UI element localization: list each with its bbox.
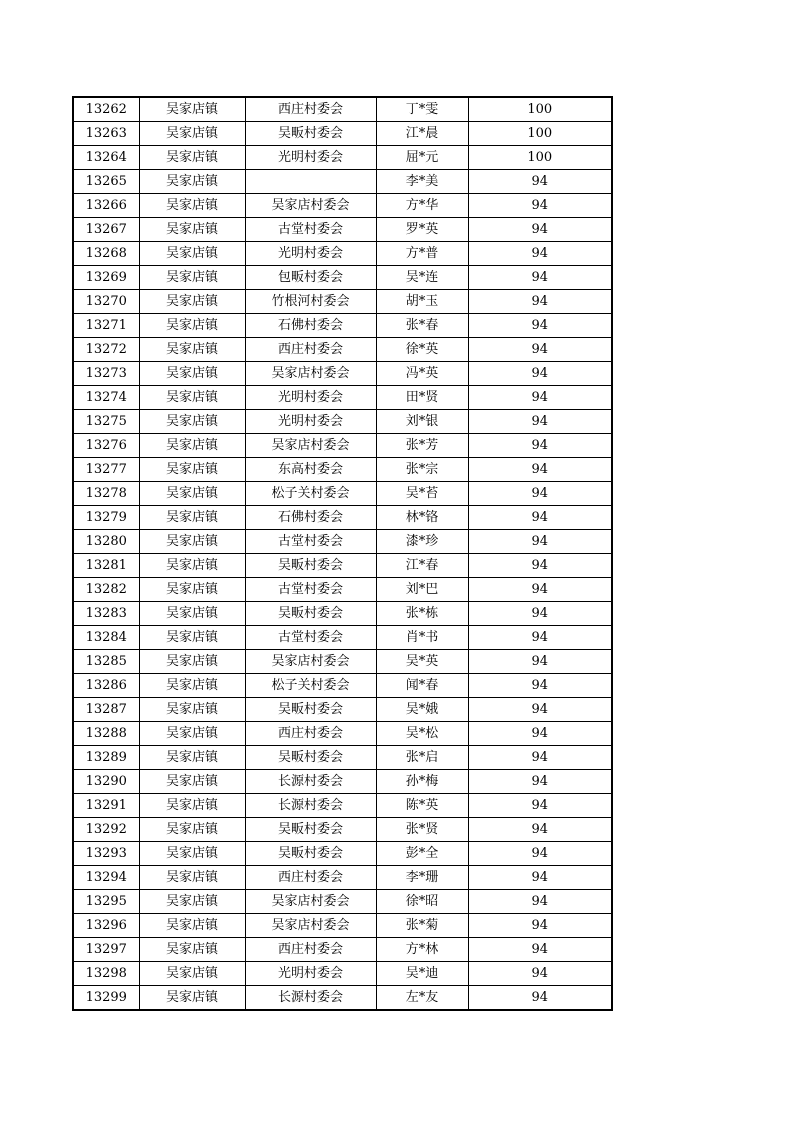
town-cell: 吴家店镇 — [139, 602, 245, 626]
table-row — [73, 122, 612, 146]
town-cell: 吴家店镇 — [139, 770, 245, 794]
table-row — [73, 410, 612, 434]
table-row — [73, 842, 612, 866]
row-id-cell: 13276 — [73, 434, 139, 458]
name-cell: 方*林 — [376, 938, 468, 962]
village-cell: 吴畈村委会 — [245, 698, 376, 722]
town-cell: 吴家店镇 — [139, 818, 245, 842]
row-id-cell: 13264 — [73, 146, 139, 170]
name-cell: 吴*连 — [376, 266, 468, 290]
row-id-cell: 13271 — [73, 314, 139, 338]
score-cell: 94 — [468, 914, 612, 938]
village-cell: 吴家店村委会 — [245, 914, 376, 938]
table-row — [73, 602, 612, 626]
score-cell: 100 — [468, 146, 612, 170]
town-cell: 吴家店镇 — [139, 650, 245, 674]
village-cell: 东高村委会 — [245, 458, 376, 482]
score-cell: 94 — [468, 338, 612, 362]
row-id-cell: 13262 — [73, 97, 139, 122]
table-row — [73, 530, 612, 554]
score-cell: 94 — [468, 842, 612, 866]
town-cell: 吴家店镇 — [139, 97, 245, 122]
name-cell: 方*华 — [376, 194, 468, 218]
score-cell: 100 — [468, 97, 612, 122]
village-cell — [245, 170, 376, 194]
name-cell: 田*贤 — [376, 386, 468, 410]
village-cell: 吴畈村委会 — [245, 122, 376, 146]
town-cell: 吴家店镇 — [139, 506, 245, 530]
row-id-cell: 13273 — [73, 362, 139, 386]
score-cell: 94 — [468, 866, 612, 890]
table-row — [73, 578, 612, 602]
town-cell: 吴家店镇 — [139, 290, 245, 314]
table-row — [73, 650, 612, 674]
row-id-cell: 13275 — [73, 410, 139, 434]
score-cell: 94 — [468, 578, 612, 602]
village-cell: 光明村委会 — [245, 242, 376, 266]
village-cell: 吴畈村委会 — [245, 818, 376, 842]
village-cell: 吴家店村委会 — [245, 890, 376, 914]
town-cell: 吴家店镇 — [139, 434, 245, 458]
table-row — [73, 97, 612, 122]
town-cell: 吴家店镇 — [139, 170, 245, 194]
table-row — [73, 146, 612, 170]
village-cell: 竹根河村委会 — [245, 290, 376, 314]
town-cell: 吴家店镇 — [139, 458, 245, 482]
table-row — [73, 242, 612, 266]
row-id-cell: 13291 — [73, 794, 139, 818]
table-row — [73, 626, 612, 650]
table-row — [73, 770, 612, 794]
village-cell: 松子关村委会 — [245, 674, 376, 698]
village-cell: 光明村委会 — [245, 962, 376, 986]
score-cell: 94 — [468, 434, 612, 458]
table-row — [73, 818, 612, 842]
score-cell: 94 — [468, 458, 612, 482]
village-cell: 西庄村委会 — [245, 97, 376, 122]
score-cell: 94 — [468, 410, 612, 434]
name-cell: 肖*书 — [376, 626, 468, 650]
table-row — [73, 506, 612, 530]
score-cell: 94 — [468, 170, 612, 194]
village-cell: 吴畈村委会 — [245, 746, 376, 770]
town-cell: 吴家店镇 — [139, 194, 245, 218]
row-id-cell: 13283 — [73, 602, 139, 626]
village-cell: 古堂村委会 — [245, 530, 376, 554]
row-id-cell: 13297 — [73, 938, 139, 962]
score-cell: 94 — [468, 650, 612, 674]
table-row — [73, 434, 612, 458]
score-cell: 94 — [468, 242, 612, 266]
row-id-cell: 13295 — [73, 890, 139, 914]
score-cell: 94 — [468, 890, 612, 914]
village-cell: 松子关村委会 — [245, 482, 376, 506]
row-id-cell: 13278 — [73, 482, 139, 506]
row-id-cell: 13281 — [73, 554, 139, 578]
score-cell: 94 — [468, 962, 612, 986]
row-id-cell: 13286 — [73, 674, 139, 698]
score-cell: 94 — [468, 746, 612, 770]
score-cell: 100 — [468, 122, 612, 146]
row-id-cell: 13284 — [73, 626, 139, 650]
name-cell: 江*晨 — [376, 122, 468, 146]
town-cell: 吴家店镇 — [139, 962, 245, 986]
town-cell: 吴家店镇 — [139, 578, 245, 602]
table-row — [73, 482, 612, 506]
score-cell: 94 — [468, 602, 612, 626]
name-cell: 张*芳 — [376, 434, 468, 458]
table-row — [73, 266, 612, 290]
score-cell: 94 — [468, 770, 612, 794]
town-cell: 吴家店镇 — [139, 242, 245, 266]
village-cell: 光明村委会 — [245, 386, 376, 410]
name-cell: 李*美 — [376, 170, 468, 194]
table-row — [73, 314, 612, 338]
town-cell: 吴家店镇 — [139, 482, 245, 506]
name-cell: 吴*松 — [376, 722, 468, 746]
row-id-cell: 13263 — [73, 122, 139, 146]
score-cell: 94 — [468, 818, 612, 842]
row-id-cell: 13298 — [73, 962, 139, 986]
table-row — [73, 986, 612, 1011]
town-cell: 吴家店镇 — [139, 914, 245, 938]
town-cell: 吴家店镇 — [139, 986, 245, 1011]
score-cell: 94 — [468, 626, 612, 650]
town-cell: 吴家店镇 — [139, 218, 245, 242]
table-row — [73, 914, 612, 938]
row-id-cell: 13277 — [73, 458, 139, 482]
score-cell: 94 — [468, 530, 612, 554]
row-id-cell: 13287 — [73, 698, 139, 722]
table-row — [73, 890, 612, 914]
town-cell: 吴家店镇 — [139, 938, 245, 962]
table-row — [73, 170, 612, 194]
row-id-cell: 13282 — [73, 578, 139, 602]
table-row — [73, 458, 612, 482]
town-cell: 吴家店镇 — [139, 698, 245, 722]
town-cell: 吴家店镇 — [139, 842, 245, 866]
name-cell: 陈*英 — [376, 794, 468, 818]
village-cell: 吴家店村委会 — [245, 362, 376, 386]
score-cell: 94 — [468, 986, 612, 1011]
score-cell: 94 — [468, 218, 612, 242]
village-cell: 包畈村委会 — [245, 266, 376, 290]
village-cell: 长源村委会 — [245, 794, 376, 818]
row-id-cell: 13299 — [73, 986, 139, 1011]
table-row — [73, 674, 612, 698]
row-id-cell: 13296 — [73, 914, 139, 938]
town-cell: 吴家店镇 — [139, 890, 245, 914]
table-row — [73, 194, 612, 218]
name-cell: 张*宗 — [376, 458, 468, 482]
town-cell: 吴家店镇 — [139, 674, 245, 698]
village-cell: 吴家店村委会 — [245, 650, 376, 674]
town-cell: 吴家店镇 — [139, 314, 245, 338]
row-id-cell: 13268 — [73, 242, 139, 266]
row-id-cell: 13288 — [73, 722, 139, 746]
town-cell: 吴家店镇 — [139, 122, 245, 146]
row-id-cell: 13294 — [73, 866, 139, 890]
name-cell: 胡*玉 — [376, 290, 468, 314]
name-cell: 罗*英 — [376, 218, 468, 242]
score-cell: 94 — [468, 314, 612, 338]
row-id-cell: 13267 — [73, 218, 139, 242]
name-cell: 方*普 — [376, 242, 468, 266]
name-cell: 吴*娥 — [376, 698, 468, 722]
town-cell: 吴家店镇 — [139, 866, 245, 890]
score-cell: 94 — [468, 506, 612, 530]
village-cell: 吴畈村委会 — [245, 842, 376, 866]
town-cell: 吴家店镇 — [139, 386, 245, 410]
table-row — [73, 938, 612, 962]
name-cell: 林*铬 — [376, 506, 468, 530]
village-cell: 光明村委会 — [245, 410, 376, 434]
name-cell: 孙*梅 — [376, 770, 468, 794]
row-id-cell: 13290 — [73, 770, 139, 794]
town-cell: 吴家店镇 — [139, 338, 245, 362]
town-cell: 吴家店镇 — [139, 722, 245, 746]
score-cell: 94 — [468, 698, 612, 722]
row-id-cell: 13266 — [73, 194, 139, 218]
table-row — [73, 698, 612, 722]
row-id-cell: 13272 — [73, 338, 139, 362]
score-cell: 94 — [468, 194, 612, 218]
village-cell: 光明村委会 — [245, 146, 376, 170]
score-cell: 94 — [468, 482, 612, 506]
score-cell: 94 — [468, 386, 612, 410]
table-row — [73, 866, 612, 890]
row-id-cell: 13293 — [73, 842, 139, 866]
name-cell: 丁*雯 — [376, 97, 468, 122]
score-cell: 94 — [468, 290, 612, 314]
table-row — [73, 290, 612, 314]
table-row — [73, 362, 612, 386]
village-cell: 吴畈村委会 — [245, 554, 376, 578]
name-cell: 吴*英 — [376, 650, 468, 674]
row-id-cell: 13269 — [73, 266, 139, 290]
name-cell: 张*贤 — [376, 818, 468, 842]
score-cell: 94 — [468, 794, 612, 818]
row-id-cell: 13280 — [73, 530, 139, 554]
name-cell: 刘*巴 — [376, 578, 468, 602]
row-id-cell: 13265 — [73, 170, 139, 194]
score-cell: 94 — [468, 266, 612, 290]
score-cell: 94 — [468, 938, 612, 962]
name-cell: 漆*珍 — [376, 530, 468, 554]
name-cell: 刘*银 — [376, 410, 468, 434]
village-cell: 长源村委会 — [245, 770, 376, 794]
table-row — [73, 218, 612, 242]
town-cell: 吴家店镇 — [139, 410, 245, 434]
table-row — [73, 386, 612, 410]
name-cell: 冯*英 — [376, 362, 468, 386]
name-cell: 屈*元 — [376, 146, 468, 170]
village-cell: 长源村委会 — [245, 986, 376, 1011]
table-body — [73, 97, 612, 1010]
name-cell: 张*春 — [376, 314, 468, 338]
score-cell: 94 — [468, 674, 612, 698]
village-cell: 吴畈村委会 — [245, 602, 376, 626]
town-cell: 吴家店镇 — [139, 362, 245, 386]
table-row — [73, 554, 612, 578]
village-cell: 吴家店村委会 — [245, 434, 376, 458]
village-cell: 古堂村委会 — [245, 218, 376, 242]
data-table — [72, 96, 613, 1011]
town-cell: 吴家店镇 — [139, 746, 245, 770]
village-cell: 西庄村委会 — [245, 338, 376, 362]
name-cell: 吴*苔 — [376, 482, 468, 506]
table-row — [73, 794, 612, 818]
town-cell: 吴家店镇 — [139, 626, 245, 650]
table-row — [73, 962, 612, 986]
name-cell: 彭*全 — [376, 842, 468, 866]
row-id-cell: 13289 — [73, 746, 139, 770]
village-cell: 西庄村委会 — [245, 866, 376, 890]
name-cell: 江*春 — [376, 554, 468, 578]
name-cell: 徐*英 — [376, 338, 468, 362]
town-cell: 吴家店镇 — [139, 554, 245, 578]
table-row — [73, 746, 612, 770]
village-cell: 西庄村委会 — [245, 722, 376, 746]
town-cell: 吴家店镇 — [139, 794, 245, 818]
village-cell: 石佛村委会 — [245, 314, 376, 338]
town-cell: 吴家店镇 — [139, 530, 245, 554]
name-cell: 张*菊 — [376, 914, 468, 938]
score-cell: 94 — [468, 722, 612, 746]
name-cell: 徐*昭 — [376, 890, 468, 914]
village-cell: 古堂村委会 — [245, 626, 376, 650]
row-id-cell: 13279 — [73, 506, 139, 530]
name-cell: 张*栋 — [376, 602, 468, 626]
name-cell: 吴*迪 — [376, 962, 468, 986]
row-id-cell: 13285 — [73, 650, 139, 674]
score-cell: 94 — [468, 362, 612, 386]
score-cell: 94 — [468, 554, 612, 578]
table-row — [73, 338, 612, 362]
name-cell: 李*珊 — [376, 866, 468, 890]
village-cell: 吴家店村委会 — [245, 194, 376, 218]
village-cell: 石佛村委会 — [245, 506, 376, 530]
village-cell: 西庄村委会 — [245, 938, 376, 962]
row-id-cell: 13292 — [73, 818, 139, 842]
town-cell: 吴家店镇 — [139, 266, 245, 290]
table-row — [73, 722, 612, 746]
row-id-cell: 13270 — [73, 290, 139, 314]
town-cell: 吴家店镇 — [139, 146, 245, 170]
name-cell: 左*友 — [376, 986, 468, 1011]
village-cell: 古堂村委会 — [245, 578, 376, 602]
name-cell: 闻*春 — [376, 674, 468, 698]
name-cell: 张*启 — [376, 746, 468, 770]
row-id-cell: 13274 — [73, 386, 139, 410]
